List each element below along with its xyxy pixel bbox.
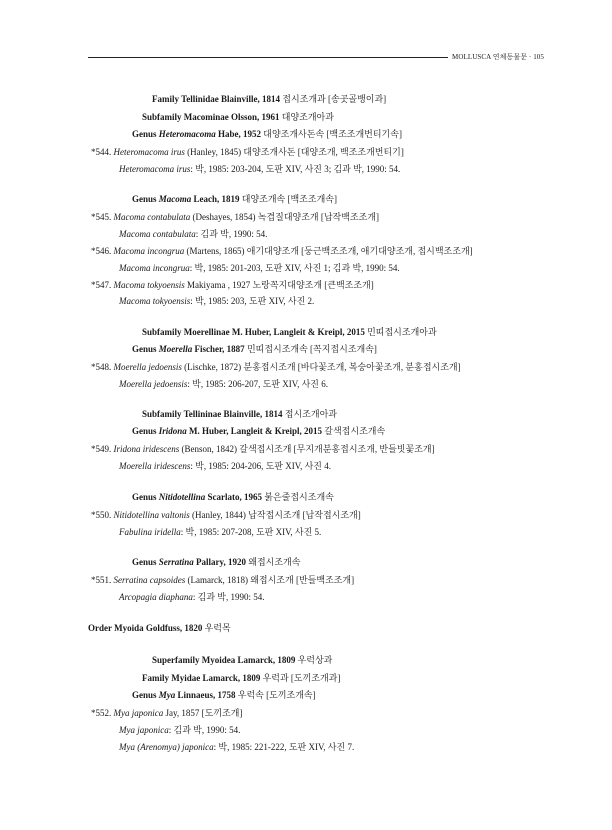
synonym-citation xyxy=(119,724,240,736)
text-segment: Scarlato, 1965 xyxy=(205,492,265,502)
text-segment: Linnaeus, 1758 xyxy=(175,690,238,700)
taxon-heading xyxy=(142,672,340,684)
synonym-citation xyxy=(119,163,400,175)
text-segment: Family Tellinidae Blainville, 1814 xyxy=(152,94,283,104)
text-segment: Subfamily Tellininae Blainville, 1814 xyxy=(142,409,285,419)
order-heading xyxy=(88,622,231,634)
text-segment: (Hanley, 1845) 대양조개사돈 [대양조개, 백조조개번티기] xyxy=(184,147,404,157)
text-segment: 민띠접시조개속 [꼭지접시조개속] xyxy=(246,344,377,354)
scientific-name: Nitidotellina xyxy=(158,492,206,502)
scientific-name: Moerella jedoensis xyxy=(113,362,182,372)
text-segment: : 김과 박, 1990: 54. xyxy=(192,592,265,602)
text-segment: Order Myoida Goldfuss, 1820 xyxy=(88,623,205,633)
text-segment: Subfamily Moerellinae M. Huber, Langleit & Kreipl, 2015 xyxy=(142,327,368,337)
text-segment: 대양조개속 [백조조개속] xyxy=(241,194,337,204)
scientific-name: Serratina xyxy=(158,557,194,567)
text-segment: 붉은줄접시조개속 xyxy=(264,492,334,502)
entry-number: *544. xyxy=(91,147,114,157)
entry-number: *548. xyxy=(91,362,114,372)
text-segment: : 박, 1985: 204-206, 도판 XIV, 사진 4. xyxy=(190,461,331,471)
species-entry xyxy=(91,279,374,291)
text-segment: 접시조개과 [송곳골뱅이과] xyxy=(282,94,387,104)
scientific-name: Heteromacoma irus xyxy=(113,147,185,157)
text-segment: M. Huber, Langleit & Kreipl, 2015 xyxy=(186,426,325,436)
taxon-heading xyxy=(142,326,437,338)
text-segment: Genus xyxy=(132,690,159,700)
text-segment: Makiyama , 1927 노랑꼭지대양조개 [큰백조조개] xyxy=(184,280,374,290)
scientific-name: Macoma contabulata xyxy=(113,212,191,222)
entry-number: *545. xyxy=(91,212,114,222)
taxon-heading xyxy=(152,654,332,666)
text-segment: 민띠접시조개아과 xyxy=(367,327,437,337)
species-entry xyxy=(91,361,461,373)
text-segment: (Lischke, 1872) 분홍접시조개 [바다꽃조개, 복숭아꽃조개, 분홍접시조개] xyxy=(181,362,461,372)
text-segment: Genus xyxy=(132,129,159,139)
text-segment: Habe, 1952 xyxy=(215,129,264,139)
entry-number: *549. xyxy=(91,444,114,454)
text-segment: : 박, 1985: 206-207, 도판 XIV, 사진 6. xyxy=(187,379,328,389)
text-segment: 대양조개아과 xyxy=(281,112,334,122)
scientific-name: Macoma tokyoensis xyxy=(113,280,185,290)
synonym-citation xyxy=(119,228,267,240)
text-segment: : 박, 1985: 203, 도판 XIV, 사진 2. xyxy=(190,296,315,306)
synonym-citation xyxy=(119,591,265,603)
taxon-heading xyxy=(132,425,385,437)
text-segment: Fischer, 1887 xyxy=(192,344,247,354)
text-segment: (Martens, 1865) 애기대양조개 [둥근백조조개, 애기대양조개, 접시백조조개] xyxy=(184,246,473,256)
text-segment: 갈색접시조개속 xyxy=(324,426,386,436)
text-segment: : 박, 1985: 201-203, 도판 XIV, 사진 1; 김과 박, 1990: 54. xyxy=(189,263,400,273)
synonym-citation xyxy=(119,741,354,753)
text-segment: : 박, 1985: 207-208, 도판 XIV, 사진 5. xyxy=(180,527,322,537)
entry-number: *547. xyxy=(91,280,114,290)
taxon-heading xyxy=(132,193,337,205)
synonym-citation xyxy=(119,295,314,307)
scientific-name: Nitidotellina valtonis xyxy=(113,510,190,520)
header-rule xyxy=(88,57,448,58)
species-entry xyxy=(91,509,361,521)
taxon-heading xyxy=(142,111,334,123)
text-segment: 우럭속 [도끼조개속] xyxy=(237,690,316,700)
taxon-heading xyxy=(142,408,337,420)
text-segment: Genus xyxy=(132,344,159,354)
entry-number: *546. xyxy=(91,246,114,256)
entry-number: *550. xyxy=(91,510,114,520)
scientific-name: Mya japonica xyxy=(119,725,169,735)
synonym-citation xyxy=(119,378,328,390)
text-segment: Leach, 1819 xyxy=(191,194,242,204)
taxon-heading xyxy=(132,689,316,701)
scientific-name: Iridona xyxy=(158,426,187,436)
scientific-name: Moerella xyxy=(158,344,193,354)
entry-number: *552. xyxy=(91,708,114,718)
taxon-heading xyxy=(132,128,402,140)
text-segment: (Deshayes, 1854) 녹겹질대양조개 [납작백조조개] xyxy=(190,212,379,222)
text-segment: Genus xyxy=(132,194,159,204)
taxon-heading xyxy=(132,343,377,355)
scientific-name: Serratina capsoides xyxy=(113,575,186,585)
taxon-heading xyxy=(152,93,386,105)
scientific-name: Macoma xyxy=(158,194,192,204)
scientific-name: Heteromacoma xyxy=(158,129,216,139)
scientific-name: Macoma incongrua xyxy=(113,246,185,256)
text-segment: Superfamily Myoidea Lamarck, 1809 xyxy=(152,655,298,665)
text-segment: : 김과 박, 1990: 54. xyxy=(195,229,268,239)
scientific-name: Moerella jedoensis xyxy=(119,379,188,389)
species-entry xyxy=(91,443,435,455)
scientific-name: Macoma contabulata xyxy=(119,229,196,239)
species-entry xyxy=(91,245,473,257)
text-segment: Genus xyxy=(132,492,159,502)
taxon-heading xyxy=(132,556,300,568)
text-segment: Subfamily Macominae Olsson, 1961 xyxy=(142,112,282,122)
running-header: MOLLUSCA 연체동물문 · 105 xyxy=(452,53,545,61)
text-segment: 우럭과 [도끼조개과] xyxy=(262,673,341,683)
text-segment: (Hanley, 1844) 납작접시조개 [납작접시조개] xyxy=(189,510,361,520)
scientific-name: Macoma tokyoensis xyxy=(119,296,191,306)
text-segment: Pallary, 1920 xyxy=(193,557,249,567)
scientific-name: Mya (Arenomya) japonica xyxy=(119,742,214,752)
text-segment: Family Myidae Lamarck, 1809 xyxy=(142,673,263,683)
scientific-name: Macoma incongrua xyxy=(119,263,190,273)
synonym-citation xyxy=(119,526,321,538)
text-segment: : 박, 1985: 221-222, 도판 XIV, 사진 7. xyxy=(213,742,355,752)
text-segment: 우럭목 xyxy=(204,623,231,633)
scientific-name: Heteromacoma irus xyxy=(119,164,191,174)
text-segment: : 박, 1985: 203-204, 도판 XIV, 사진 3; 김과 박, 1990: 54. xyxy=(190,164,401,174)
text-segment: Genus xyxy=(132,557,159,567)
entry-number: *551. xyxy=(91,575,114,585)
species-entry xyxy=(91,211,379,223)
taxon-heading xyxy=(132,491,334,503)
text-segment: 왜접시조개속 xyxy=(248,557,301,567)
text-segment: (Lamarck, 1818) 왜접시조개 [반들백조조개] xyxy=(185,575,355,585)
text-segment: 대양조개사돈속 [백조조개번티기속] xyxy=(263,129,402,139)
text-segment: Genus xyxy=(132,426,159,436)
scientific-name: Fabulina iridella xyxy=(119,527,181,537)
scientific-name: Mya xyxy=(158,690,176,700)
text-segment: 우럭상과 xyxy=(297,655,333,665)
scientific-name: Arcopagia diaphana xyxy=(119,592,193,602)
scientific-name: Mya japonica xyxy=(113,708,164,718)
species-entry xyxy=(91,574,354,586)
text-segment: 접시조개아과 xyxy=(284,409,337,419)
species-entry xyxy=(91,707,242,719)
synonym-citation xyxy=(119,262,400,274)
species-entry xyxy=(91,146,404,158)
scientific-name: Iridona iridescens xyxy=(113,444,180,454)
text-segment: (Benson, 1842) 갈색접시조개 [무지개분홍접시조개, 반들빗꽃조개] xyxy=(179,444,435,454)
scientific-name: Moerella iridescens xyxy=(119,461,191,471)
text-segment: Jay, 1857 [도끼조개] xyxy=(163,708,243,718)
text-segment: : 김과 박, 1990: 54. xyxy=(168,725,241,735)
synonym-citation xyxy=(119,460,331,472)
